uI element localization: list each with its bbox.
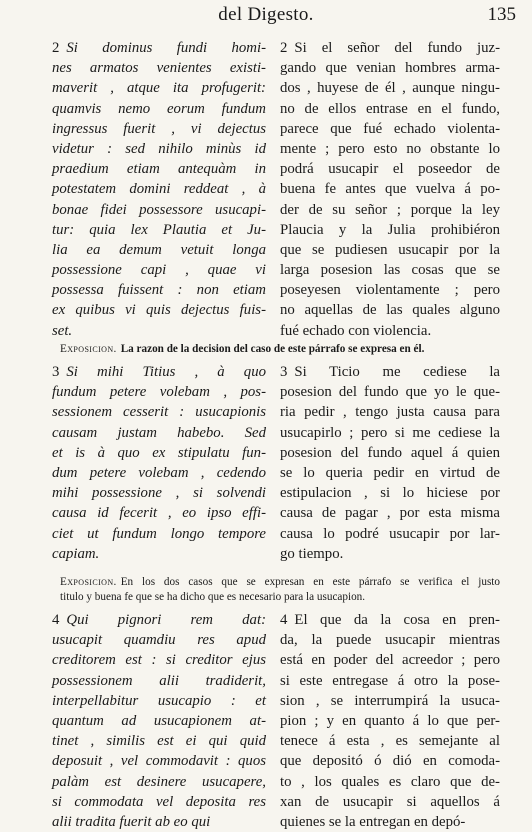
latin-column bbox=[52, 362, 266, 564]
text-line: pion ; y en quanto á lo que per- bbox=[280, 712, 500, 729]
text-line: tinet , similis est ei qui quid bbox=[52, 733, 266, 750]
text-line: que depositó ó dió en comoda- bbox=[280, 753, 500, 770]
text-line: causa de pagar , por esta misma bbox=[280, 505, 500, 522]
text-line: se lo queria pedir en virtud de bbox=[280, 464, 500, 481]
text-line: usucapit quamdiu res apud bbox=[52, 632, 266, 649]
text-line: poseyesen violentamente ; pero bbox=[280, 282, 500, 299]
text-line: buena fe antes que vuelva á po- bbox=[280, 181, 500, 198]
text-line: larga posesion las cosas que se bbox=[280, 262, 500, 279]
exposicion-1 bbox=[60, 342, 500, 357]
exposicion-text: La razon de la decision del caso de este párrafo se expresa en él. bbox=[120, 343, 425, 355]
text-line: go tiempo. bbox=[280, 545, 344, 562]
exposicion-line bbox=[60, 342, 500, 357]
text-line: ciet ut fundum longo tempore bbox=[52, 525, 266, 542]
text-line: si commodata vel deposita res bbox=[52, 793, 266, 810]
text-line bbox=[52, 610, 266, 630]
line-text: Si el señor del fundo juz- bbox=[294, 40, 500, 56]
text-line: si este entregase á otro la pose- bbox=[280, 672, 500, 689]
text-line: mente ; pero esto no obstante lo bbox=[280, 140, 500, 157]
text-line: causa id fecerit , eo ipso effi- bbox=[52, 505, 266, 522]
text-line: ria pedir , tengo justa causa para bbox=[280, 404, 500, 421]
running-head: del Digesto. bbox=[218, 4, 314, 25]
line-text: Si dominus fundi homi- bbox=[66, 40, 266, 56]
line-text: Si Ticio me cediese la bbox=[294, 364, 500, 380]
text-line: posesion del fundo aquel á quien bbox=[280, 444, 500, 461]
text-line: podrá usucapir el poseedor de bbox=[280, 161, 500, 178]
text-line bbox=[280, 610, 500, 630]
text-line: bonae fidei possessore usucapi- bbox=[52, 201, 266, 218]
text-line: et is à quo ex stipulatu fun- bbox=[52, 444, 266, 461]
page-number: 135 bbox=[487, 4, 516, 25]
text-line: creditorem est : si creditor ejus bbox=[52, 652, 266, 669]
text-line bbox=[280, 362, 500, 382]
text-line: possessionem alii tradiderit, bbox=[52, 672, 266, 689]
latin-column bbox=[52, 610, 266, 832]
text-line: set. bbox=[52, 322, 73, 339]
text-line: mihi possessione , si solvendi bbox=[52, 485, 266, 502]
text-line: possessione capi , quae vi bbox=[52, 262, 266, 279]
text-line: da, la puede usucapir mientras bbox=[280, 632, 500, 649]
text-line: usucapirlo ; pero si me cediese la bbox=[280, 424, 500, 441]
page-header bbox=[0, 4, 532, 30]
text-line: fundum petere volebam , pos- bbox=[52, 384, 266, 401]
text-line: está en poder del acreedor ; pero bbox=[280, 652, 500, 669]
text-line: dum petere volebam , cedendo bbox=[52, 464, 266, 481]
text-line: estipulacion , si lo hiciese por bbox=[280, 485, 500, 502]
paragraph-number: 3 bbox=[280, 364, 288, 380]
text-line: posesion del fundo que yo le que- bbox=[280, 384, 500, 401]
exposicion-text: titulo y buena fe que se ha dicho que es necesario para la usucapion. bbox=[60, 591, 366, 603]
exposicion-2 bbox=[60, 575, 500, 605]
exposicion-label: Exposicion. bbox=[60, 343, 117, 355]
text-line: lia ea demum vetuit longa bbox=[52, 241, 266, 258]
text-line: causa lo podré usucapir por lar- bbox=[280, 525, 500, 542]
spanish-column bbox=[280, 38, 500, 341]
text-line bbox=[280, 38, 500, 58]
text-line: alii tradita fuerit ab eo qui bbox=[52, 813, 211, 830]
text-line: tur: quia lex Plautia et Ju- bbox=[52, 221, 266, 238]
text-line: der de su señor ; porque la ley bbox=[280, 201, 500, 218]
text-line: maverit , atque ita profugerit: bbox=[52, 80, 266, 97]
text-line: gando que venian hombres arma- bbox=[280, 60, 500, 77]
text-line: palàm est desinere usucapere, bbox=[52, 773, 266, 790]
text-line: potestatem domini reddeat , à bbox=[52, 181, 266, 198]
line-text: Si mihi Titius , à quo bbox=[66, 364, 266, 380]
text-line: quantum ad usucapionem at- bbox=[52, 712, 266, 729]
text-line: no aquellas de las quales alguno bbox=[280, 302, 500, 319]
text-line: capiam. bbox=[52, 545, 100, 562]
latin-column bbox=[52, 38, 266, 341]
exposicion-label: Exposicion. bbox=[60, 576, 117, 588]
text-line: quamvis nemo eorum fundum bbox=[52, 100, 266, 117]
text-line: xan de usucapir si aquellos á bbox=[280, 793, 500, 810]
text-line: nes armatos venientes existi- bbox=[52, 60, 266, 77]
paragraph-number: 2 bbox=[280, 40, 288, 56]
text-line: ingressus fuerit , vi dejectus bbox=[52, 120, 266, 137]
text-line: fué echado con violencia. bbox=[280, 322, 432, 339]
spanish-column bbox=[280, 362, 500, 564]
exposicion-line bbox=[60, 575, 500, 590]
text-line: parece que fué echado violenta- bbox=[280, 120, 500, 137]
text-line: ex quibus vi quis dejectus fuis- bbox=[52, 302, 266, 319]
text-line: Plaucia y la Julia prohibiéron bbox=[280, 221, 500, 238]
spanish-column bbox=[280, 610, 500, 832]
text-line: tenece á esta , es semejante al bbox=[280, 733, 500, 750]
text-line: causam justam habebo. Sed bbox=[52, 424, 266, 441]
paragraph-number: 3 bbox=[52, 364, 60, 380]
text-line: interpellabitur usucapio : et bbox=[52, 692, 266, 709]
exposicion-line bbox=[60, 590, 500, 605]
paragraph-number: 2 bbox=[52, 40, 60, 56]
exposicion-text: En los dos casos que se expresan en este párrafo se verifica el justo bbox=[120, 576, 500, 588]
paragraph-number: 4 bbox=[52, 612, 60, 628]
paragraph-number: 4 bbox=[280, 612, 288, 628]
text-line: sessionem cesserit : usucapionis bbox=[52, 404, 266, 421]
line-text: El que da la cosa en pren- bbox=[294, 612, 500, 628]
text-line bbox=[52, 362, 266, 382]
text-line: quienes se la entregan en depó- bbox=[280, 813, 466, 830]
text-line: no de ellos entrase en el fundo, bbox=[280, 100, 500, 117]
text-line: to , los quales es claro que de- bbox=[280, 773, 500, 790]
text-line: que se pudiesen usucapir por la bbox=[280, 241, 500, 258]
text-line: praedium etiam antequàm in bbox=[52, 161, 266, 178]
line-text: Qui pignori rem dat: bbox=[66, 612, 266, 628]
text-line: possessa fuissent : non etiam bbox=[52, 282, 266, 299]
text-line bbox=[52, 38, 266, 58]
text-line: sion , se interrumpirá la usuca- bbox=[280, 692, 500, 709]
text-line: dos , huyese de él , aunque ningu- bbox=[280, 80, 500, 97]
text-line: videtur : sed nihilo minùs id bbox=[52, 140, 266, 157]
text-line: deposuit , vel commodavit : quos bbox=[52, 753, 266, 770]
